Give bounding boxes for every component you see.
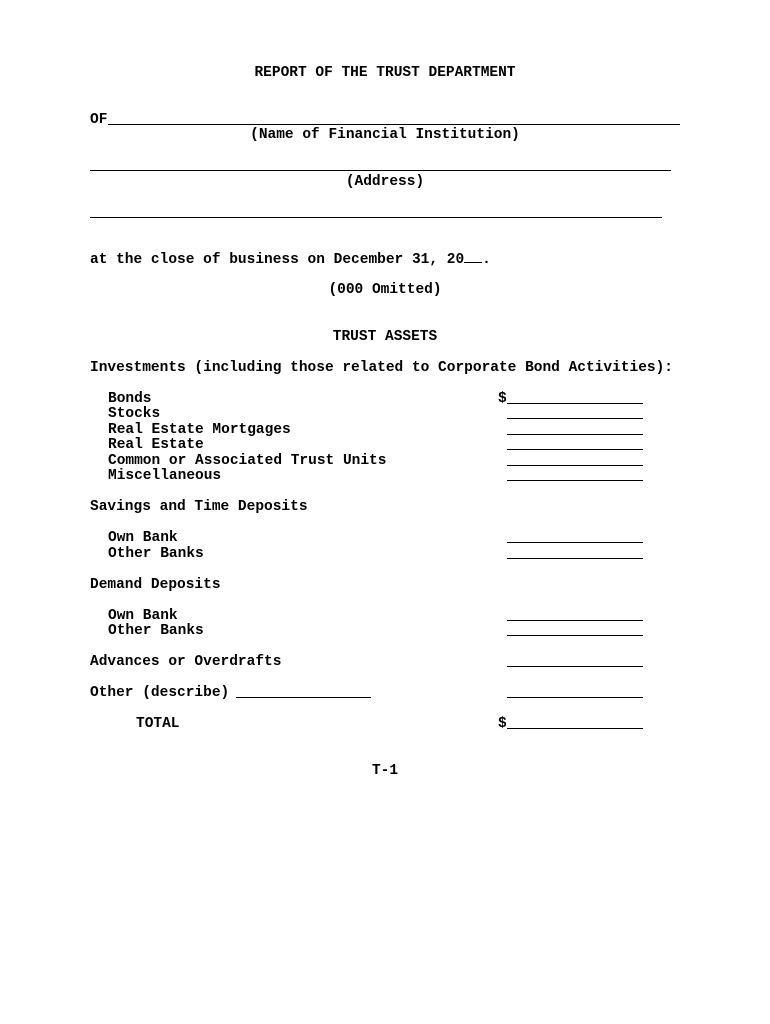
total-currency-sign: $: [498, 716, 507, 732]
savings-own-bank: Own Bank: [108, 530, 178, 546]
investments-heading: Investments (including those related to Corporate Bond Activities):: [90, 360, 673, 376]
miscellaneous-amount-line[interactable]: [507, 480, 643, 481]
savings-own-bank-amount-line[interactable]: [507, 542, 643, 543]
of-label: OF: [90, 112, 108, 128]
savings-other-banks-amount-line[interactable]: [507, 558, 643, 559]
address-line-1[interactable]: [90, 170, 671, 171]
other-amount-line[interactable]: [507, 697, 643, 698]
item-common-trust-units: Common or Associated Trust Units: [108, 453, 387, 469]
demand-other-banks: Other Banks: [108, 623, 204, 639]
demand-own-bank-amount-line[interactable]: [507, 620, 643, 621]
savings-heading: Savings and Time Deposits: [90, 499, 308, 515]
close-of-business-text: at the close of business on December 31, 20 .: [90, 252, 491, 268]
page-number: T-1: [371, 763, 399, 779]
address-caption: (Address): [345, 174, 425, 190]
institution-name-line[interactable]: [108, 124, 680, 125]
item-bonds: Bonds: [108, 391, 152, 407]
currency-sign: $: [498, 391, 507, 407]
item-miscellaneous: Miscellaneous: [108, 468, 222, 484]
omitted-note: (000 Omitted): [328, 282, 442, 298]
common-trust-units-amount-line[interactable]: [507, 465, 643, 466]
report-title: REPORT OF THE TRUST DEPARTMENT: [254, 65, 516, 81]
item-stocks: Stocks: [108, 406, 161, 422]
real-estate-mortgages-amount-line[interactable]: [507, 434, 643, 435]
institution-name-caption: (Name of Financial Institution): [250, 127, 520, 143]
savings-other-banks: Other Banks: [108, 546, 204, 562]
bonds-amount-line[interactable]: [507, 403, 643, 404]
item-real-estate: Real Estate: [108, 437, 204, 453]
demand-own-bank: Own Bank: [108, 608, 178, 624]
advances-amount-line[interactable]: [507, 666, 643, 667]
address-line-2[interactable]: [90, 217, 662, 218]
total-label: TOTAL: [136, 716, 180, 732]
real-estate-amount-line[interactable]: [507, 449, 643, 450]
other-describe-label: Other (describe): [90, 685, 230, 701]
demand-heading: Demand Deposits: [90, 577, 221, 593]
item-real-estate-mortgages: Real Estate Mortgages: [108, 422, 291, 438]
year-blank[interactable]: [464, 251, 482, 263]
total-amount-line[interactable]: [507, 728, 643, 729]
section-title-trust-assets: TRUST ASSETS: [332, 329, 438, 345]
stocks-amount-line[interactable]: [507, 418, 643, 419]
advances-label: Advances or Overdrafts: [90, 654, 282, 670]
demand-other-banks-amount-line[interactable]: [507, 635, 643, 636]
other-describe-line[interactable]: [236, 697, 371, 698]
